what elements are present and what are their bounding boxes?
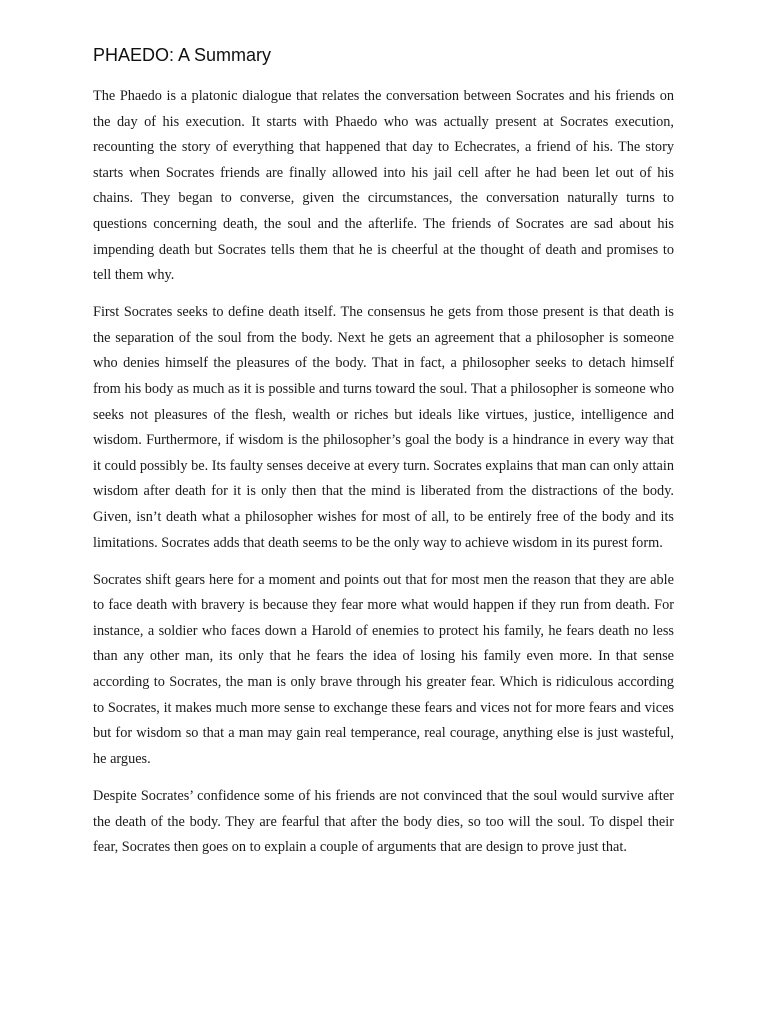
paragraph-bravery-and-fear: Socrates shift gears here for a moment and points out that for most men the reason that they are able to face death with bravery is because they fear more what would happen if they run from death. For instance, a soldier who faces down a Harold of enemies to protect his family, he fears death no less than any other man, its only that he fears the idea of losing his family even more. In that sense according to Socrates, the man is only brave through his greater fear. Which is ridiculous according to Socrates, it makes much more sense to exchange these fears and vices not for more fears and vices but for wisdom so that a man may gain real temperance, real courage, anything else is just wasteful, he argues. [93,571,674,767]
document-title: PHAEDO: A Summary [93,45,272,65]
paragraph-defining-death: First Socrates seeks to define death itself. The consensus he gets from those present is that death is the separation of the soul from the body. Next he gets an agreement that a philosopher is someone who denies himself the pleasures of the body. That in fact, a philosopher seeks to detach himself from his body as much as it is possible and turns toward the soul. That a philosopher is someone who seeks not pleasures of the flesh, wealth or riches but ideals like virtues, justice, intelligence and wisdom. Furthermore, if wisdom is the philosopher’s goal the body is a hindrance in every way that it could possibly be. Its faulty senses deceive at every turn. Socrates explains that man can only attain wisdom after death for it is only then that the mind is liberated from the distractions of the body. Given, isn’t death what a philosopher wishes for most of all, to be entirely free of the body and its limitations. Socrates adds that death seems to be the only way to achieve wisdom in its purest form. [93,304,674,551]
document-body [93,84,674,872]
paragraph-soul-survival: Despite Socrates’ confidence some of his friends are not convinced that the soul would survive after the death of the body. They are fearful that after the body dies, so too will the soul. To dispel their fear, Socrates then goes on to explain a couple of arguments that are design to prove just that. [93,787,674,856]
paragraph-intro: The Phaedo is a platonic dialogue that relates the conversation between Socrates and his friends on the day of his execution. It starts with Phaedo who was actually present at Socrates execution, recounting the story of everything that happened that day to Echecrates, a friend of his. The story starts when Socrates friends are finally allowed into his jail cell after he had been let out of his chains. They began to converse, given the circumstances, the conversation naturally turns to questions concerning death, the soul and the afterlife. The friends of Socrates are sad about his impending death but Socrates tells them that he is cheerful at the thought of death and promises to tell them why. [93,88,674,284]
